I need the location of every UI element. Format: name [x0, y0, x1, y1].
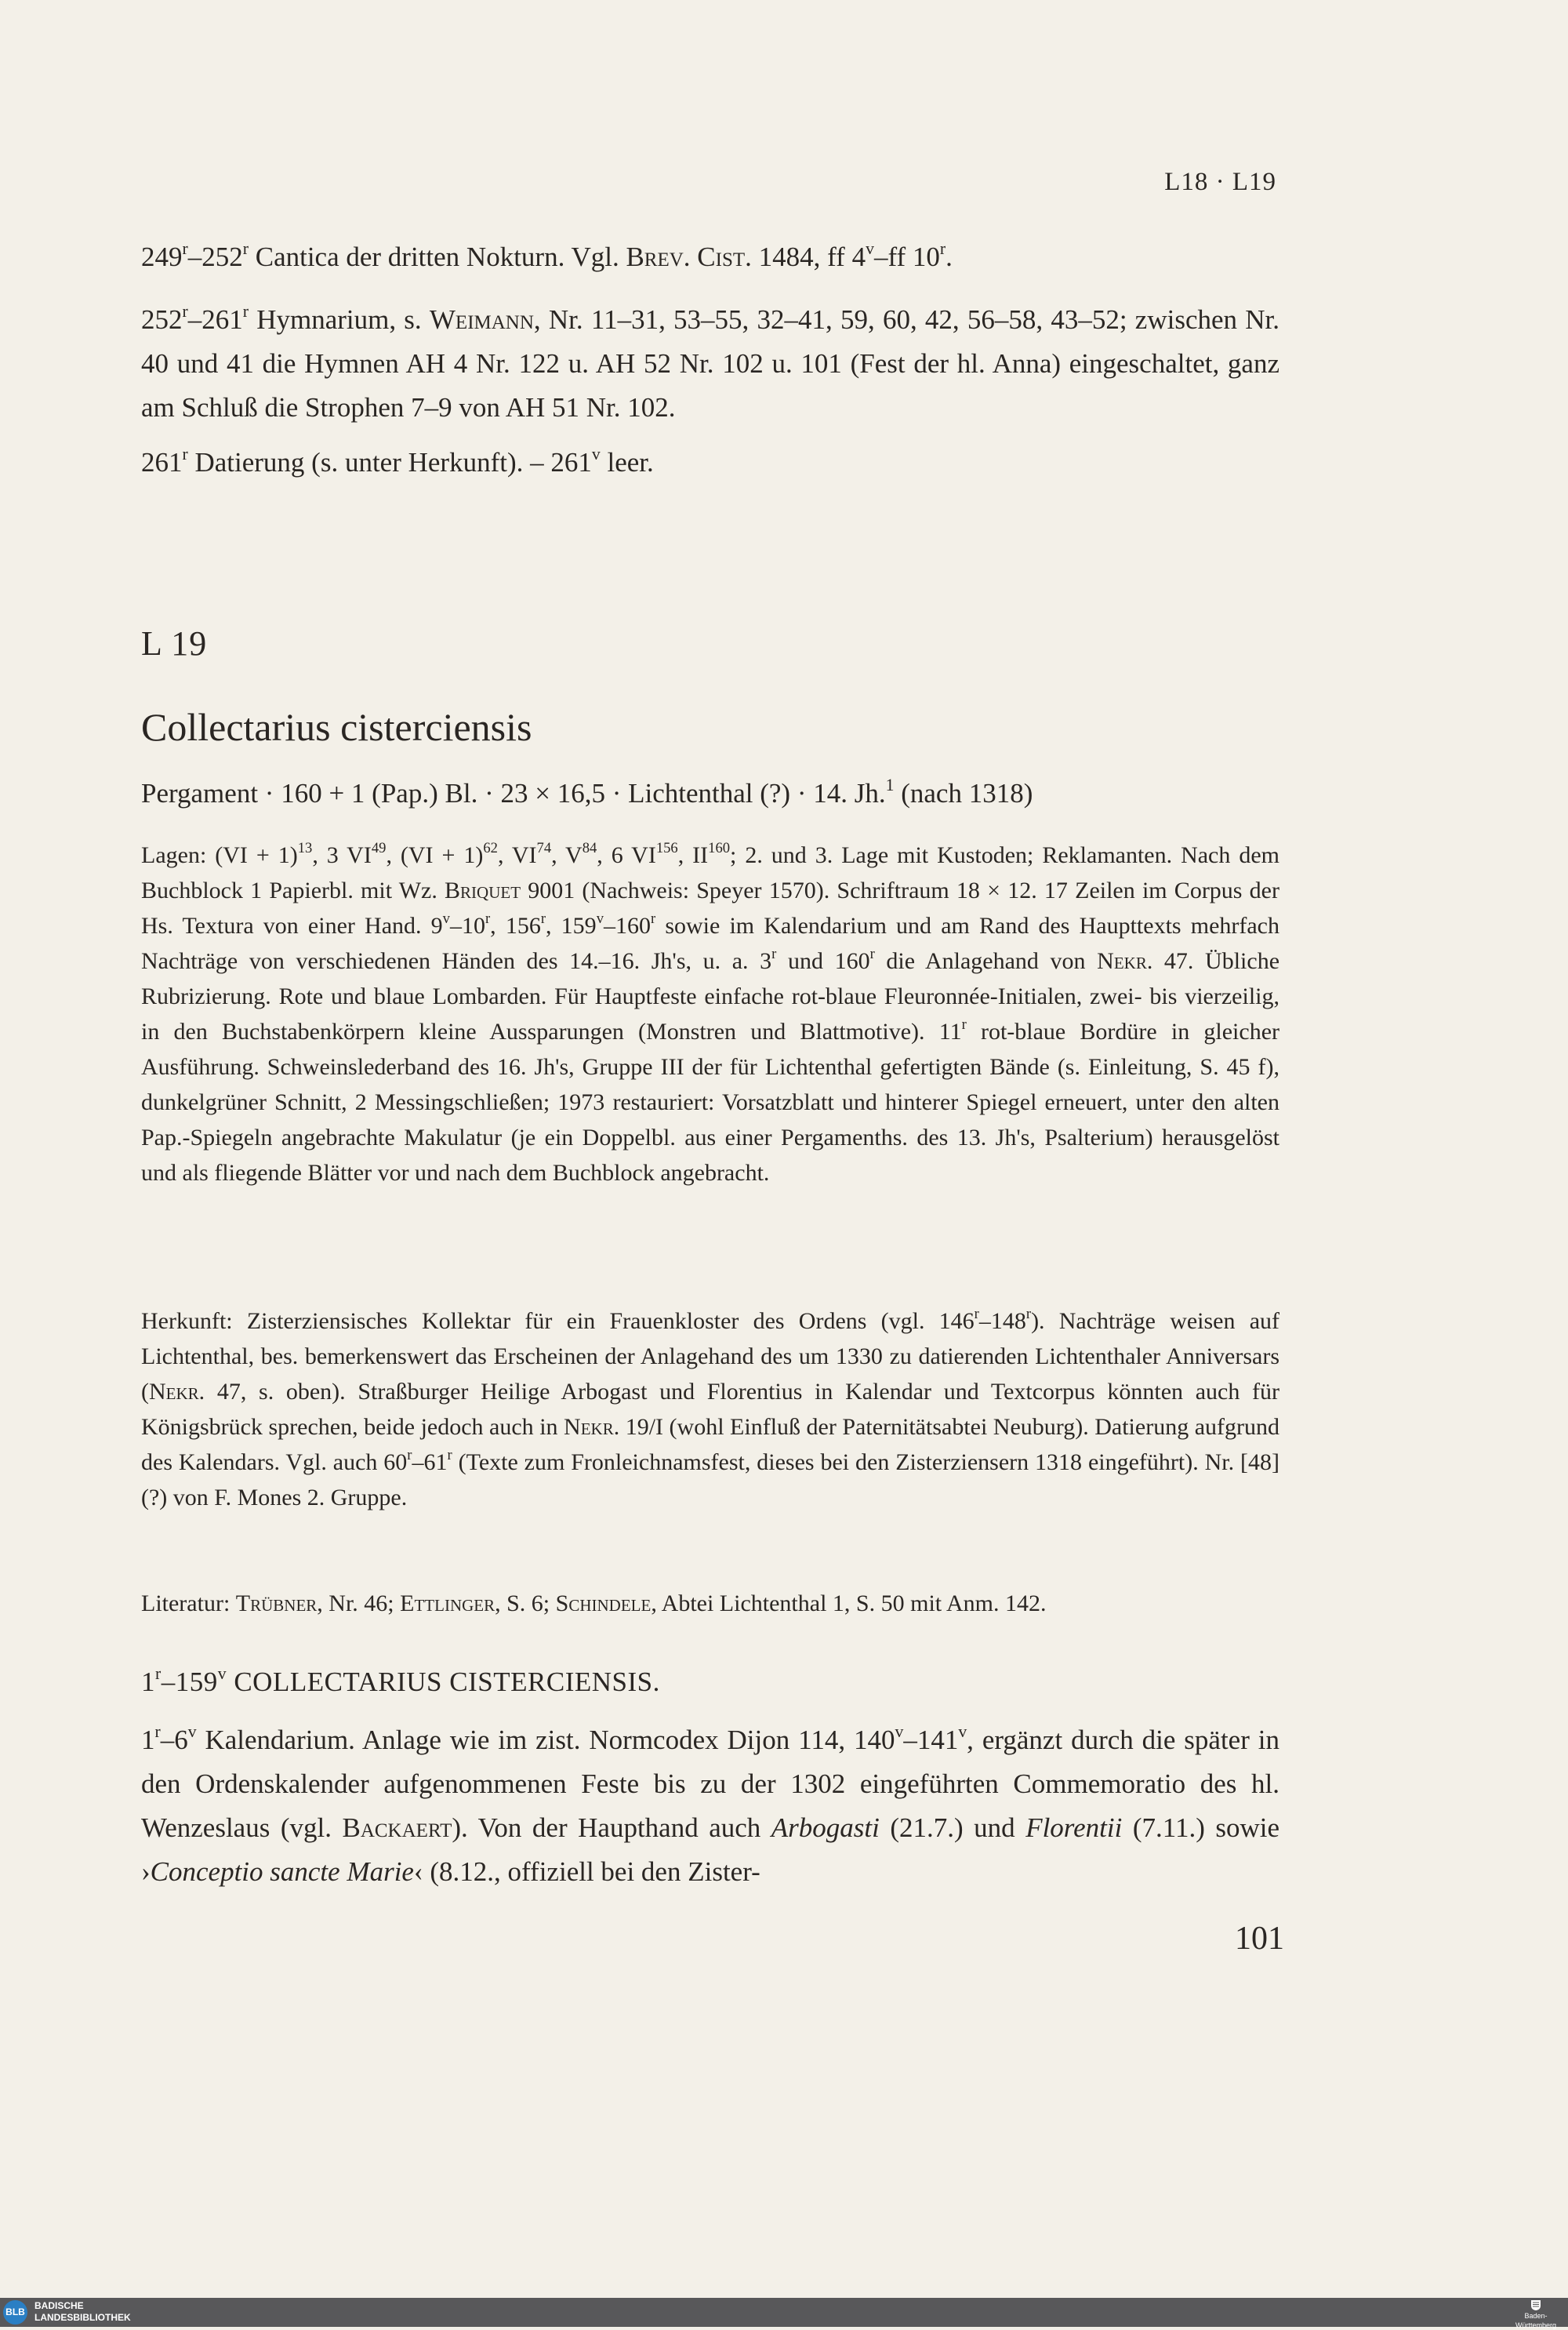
- text-run: , ergänzt durch die später in den Ordenskalender aufgenommenen Feste bis zu der 1302 eingeführten Commemoratio des hl. Wenzeslaus (vgl.: [141, 1725, 1279, 1843]
- folio-sup: r: [154, 1722, 161, 1742]
- folio-sup: v: [895, 1722, 904, 1742]
- folio-sup: r: [961, 1016, 967, 1034]
- text-run: Cantica der dritten Nokturn. Vgl.: [248, 242, 626, 272]
- folio-sup: r: [155, 1664, 162, 1684]
- text-run: 261: [141, 447, 183, 478]
- folio-sup: r: [242, 302, 249, 322]
- feast-name: Florentii: [1025, 1812, 1123, 1843]
- text-run: .: [946, 242, 953, 272]
- folio-sup: r: [974, 1306, 979, 1323]
- text-run: , S. 6;: [495, 1590, 556, 1616]
- text-run: Literatur:: [141, 1590, 236, 1616]
- quire-sup: 74: [536, 840, 552, 857]
- text-run: –160: [603, 913, 651, 939]
- text-run: , Nr. 11–31, 53–55, 32–41, 59, 60, 42, 56–58, 43–52; zwischen Nr. 40 und 41 die Hymnen AH 4 Nr. 122 u. AH 52 Nr. 102 u. 101 (Fest der hl. Anna) eingeschaltet, ganz am Schluß die Strophen 7–9 von AH 51 Nr. 102.: [141, 304, 1279, 423]
- text-run: rot-blaue Bordüre in gleicher Ausführung. Schweinslederband des 16. Jh's, Gruppe III der für Lichtenthal gefertigten Bände (s. Einleitung, S. 45 f), dunkelgrüner Schnitt, 2 Messingschließen; 1973 restauriert: Vorsatzblatt und hinterer Spiegel erneuert, unter den alten Pap.-Spiegeln angebrachte Makulatur (je ein Doppelbl. aus einer Pergamenths. des 13. Jh's, Psalterium) herausgelöst und als fliegende Blätter vor und nach dem Buchblock angebracht.: [141, 1019, 1279, 1186]
- text-run: Herkunft: Zisterziensisches Kollektar für ein Frauenkloster des Ordens (vgl. 146: [141, 1308, 975, 1334]
- text-run: –6: [160, 1725, 188, 1755]
- text-run: –141: [903, 1725, 959, 1755]
- text-run: –ff 10: [873, 242, 940, 272]
- text-run: 9001 (Nachweis: Speyer 1570). Schriftraum 18 × 12. 17 Zeilen im Corpus der Hs. Textura von einer Hand. 9: [141, 878, 1279, 939]
- quire-sup: 160: [708, 840, 731, 857]
- text-run: ; 2. und 3. Lage mit Kustoden; Reklamanten. Nach dem Buchblock 1 Papierbl. mit Wz.: [141, 842, 1279, 903]
- author-ref: Weimann: [429, 304, 534, 335]
- folio-sup: r: [540, 911, 546, 928]
- contents-heading: [141, 1664, 660, 1698]
- text-run: 47, s. oben). Straßburger Heilige Arbogast und Florentius in Kalendar und Textcorpus könnten auch für Königsbrück sprechen, beide jedoch auch in: [141, 1379, 1279, 1440]
- author-ref: Backaert: [342, 1812, 452, 1843]
- library-footer-bar: [0, 2298, 1568, 2327]
- author-ref: Ettlinger: [400, 1590, 495, 1616]
- baden-wuerttemberg-logo[interactable]: [1508, 2299, 1563, 2329]
- blb-logo-icon[interactable]: BLB: [3, 2300, 27, 2325]
- manuscript-sigil: L 19: [141, 624, 208, 663]
- folio-sup: v: [596, 911, 604, 928]
- folio-sup: r: [771, 946, 777, 963]
- folio-sup: r: [869, 946, 875, 963]
- text-run: ). Nachträge weisen auf Lichtenthal, bes. bemerkenswert das Erscheinen der Anlagehand des um 1330 zu datierenden Lichtenthaler Anniversars (: [141, 1308, 1279, 1405]
- text-run: 47. Übliche Rubrizierung. Rote und blaue Lombarden. Für Hauptfeste einfache rot-blaue Fleuronnée-Initialen, zwei- bis vierzeilig, in den Buchstabenkörpern kleine Aussparungen (Monstren und Blattmotive). 11: [141, 948, 1280, 1045]
- entry-kalendarium: [141, 1718, 1279, 1894]
- folio-sup: r: [1025, 1306, 1032, 1323]
- folio-sup: v: [217, 1664, 227, 1684]
- text-run: (21.7.) und: [879, 1812, 1026, 1843]
- source-ref: Nekr.: [1097, 948, 1153, 974]
- folio-sup: r: [447, 1447, 452, 1464]
- quire-sup: 62: [483, 840, 498, 857]
- folio-sup: v: [958, 1722, 967, 1742]
- entry-hymnarium: [141, 298, 1279, 430]
- feast-name: Conceptio sancte Marie: [150, 1856, 414, 1887]
- text-run: 252: [141, 304, 183, 335]
- text-run: , (VI + 1): [386, 842, 484, 868]
- text-run: die Anlagehand von: [874, 948, 1098, 974]
- text-run: –252: [187, 242, 243, 272]
- text-run: –261: [187, 304, 243, 335]
- manuscript-title: Collectarius cisterciensis: [141, 705, 532, 749]
- text-run: Pergament · 160 + 1 (Pap.) Bl. · 23 × 16,5 · Lichtenthal (?) · 14. Jh.: [141, 778, 886, 809]
- source-ref: Nekr.: [564, 1414, 620, 1440]
- text-run: –159: [161, 1667, 218, 1697]
- text-run: leer.: [600, 447, 654, 478]
- entry-datierung: [141, 441, 1279, 485]
- library-name-line1: BADISCHE: [34, 2300, 84, 2311]
- text-run: (7.11.) sowie ›: [141, 1812, 1280, 1887]
- page-number: 101: [1235, 1921, 1284, 1957]
- text-run: Kalendarium. Anlage wie im zist. Normcodex Dijon 114, 140: [196, 1725, 895, 1755]
- text-run: Hymnarium, s.: [248, 304, 430, 335]
- author-ref: Trübner: [235, 1590, 318, 1616]
- folio-sup: v: [187, 1722, 197, 1742]
- text-run: , 156: [490, 913, 541, 939]
- entry-cantica: [141, 235, 1279, 279]
- physical-description: [141, 778, 1033, 809]
- source-ref: Brev. Cist.: [626, 242, 752, 272]
- text-run: und 160: [776, 948, 870, 974]
- text-run: (Texte zum Fronleichnamsfest, dieses bei den Zisterziensern 1318 eingeführt). Nr. [48] (?) von F. Mones 2. Gruppe.: [141, 1449, 1279, 1510]
- state-name: Baden-Württemberg: [1515, 2312, 1556, 2329]
- quire-sup: 84: [582, 840, 597, 857]
- text-run: 1: [141, 1725, 155, 1755]
- quire-sup: 13: [297, 840, 313, 857]
- text-run: –61: [412, 1449, 448, 1475]
- quire-sup: 156: [655, 840, 678, 857]
- library-name: [34, 2300, 131, 2324]
- text-run: sowie im Kalendarium und am Rand des Haupttexts mehrfach Nachträge von verschiedenen Händen des 14.–16. Jh's, u. a. 3: [141, 913, 1280, 974]
- text-run: Datierung (s. unter Herkunft). – 261: [187, 447, 592, 478]
- text-run: , 159: [546, 913, 597, 939]
- text-run: Lagen: (VI + 1): [141, 842, 298, 868]
- text-run: 249: [141, 242, 183, 272]
- folio-sup: r: [939, 239, 946, 259]
- text-run: , Abtei Lichtenthal 1, S. 50 mit Anm. 142.: [651, 1590, 1047, 1616]
- text-run: ). Von der Haupthand auch: [452, 1812, 771, 1843]
- text-run: (nach 1318): [894, 778, 1033, 809]
- text-run: 1: [141, 1667, 155, 1697]
- text-run: –148: [978, 1308, 1026, 1334]
- author-ref: Briquet: [445, 878, 521, 903]
- folio-sup: r: [182, 445, 188, 464]
- feast-name: Arbogasti: [771, 1812, 880, 1843]
- codicology-paragraph: [141, 838, 1279, 1190]
- text-run: , V: [551, 842, 583, 868]
- provenance-paragraph: [141, 1303, 1279, 1515]
- folio-sup: r: [485, 911, 491, 928]
- folio-sup: r: [650, 911, 656, 928]
- text-run: 19/I (wohl Einfluß der Paternitätsabtei Neuburg). Datierung aufgrund des Kalendars. Vgl. auch 60: [141, 1414, 1279, 1475]
- text-run: , 3 VI: [312, 842, 372, 868]
- text-run: , II: [677, 842, 709, 868]
- folio-sup: r: [182, 239, 188, 259]
- running-head: L18 · L19: [1164, 168, 1276, 196]
- library-name-line2: LANDESBIBLIOTHEK: [34, 2312, 131, 2323]
- folio-sup: v: [591, 445, 601, 464]
- text-run: , VI: [497, 842, 537, 868]
- folio-sup: r: [182, 302, 188, 322]
- folio-sup: r: [242, 239, 249, 259]
- text-run: , 6 VI: [597, 842, 656, 868]
- text-run: , Nr. 46;: [317, 1590, 401, 1616]
- source-ref: Nekr.: [149, 1379, 205, 1405]
- folio-sup: v: [442, 911, 450, 928]
- folio-sup: v: [866, 239, 874, 259]
- text-run: ‹ (8.12., offiziell bei den Zister-: [413, 1856, 760, 1887]
- footnote-sup: 1: [885, 776, 895, 795]
- text-run: COLLECTARIUS CISTERCIENSIS.: [227, 1667, 660, 1697]
- folio-sup: r: [407, 1447, 412, 1464]
- text-run: –10: [449, 913, 485, 939]
- coat-of-arms-icon: [1530, 2299, 1541, 2311]
- author-ref: Schindele: [555, 1590, 652, 1616]
- quire-sup: 49: [371, 840, 387, 857]
- text-run: 1484, ff 4: [751, 242, 866, 272]
- literature-paragraph: [141, 1586, 1279, 1621]
